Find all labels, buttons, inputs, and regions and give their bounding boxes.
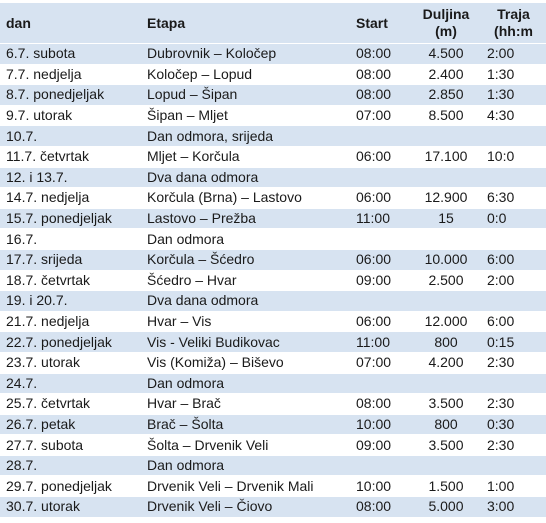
table-row <box>0 414 546 435</box>
cell-etapa: Vis (Komiža) – Biševo <box>141 352 350 373</box>
cell-etapa: Dva dana odmora <box>141 167 350 188</box>
cell-etapa: Korčula (Brna) – Lastovo <box>141 188 350 209</box>
cell-duljina: 2.500 <box>411 270 481 291</box>
cell-etapa: Hvar – Vis <box>141 311 350 332</box>
header-duljina <box>411 3 481 44</box>
table-header <box>0 3 546 44</box>
cell-duljina <box>411 455 481 476</box>
cell-etapa: Mljet – Korčula <box>141 146 350 167</box>
cell-etapa: Šipan – Mljet <box>141 105 350 126</box>
table-row <box>0 105 546 126</box>
cell-trajanje <box>481 373 546 394</box>
cell-duljina <box>411 291 481 312</box>
cell-trajanje: 1:30 <box>481 64 546 85</box>
cell-dan: 14.7. nedjelja <box>0 188 141 209</box>
cell-trajanje: 2:30 <box>481 435 546 456</box>
cell-start: 06:00 <box>350 146 411 167</box>
cell-duljina <box>411 373 481 394</box>
cell-trajanje <box>481 291 546 312</box>
table-row <box>0 167 546 188</box>
cell-start <box>350 373 411 394</box>
cell-etapa: Dva dana odmora <box>141 291 350 312</box>
cell-duljina: 800 <box>411 332 481 353</box>
cell-trajanje: 0:30 <box>481 414 546 435</box>
cell-duljina: 3.500 <box>411 394 481 415</box>
cell-start: 06:00 <box>350 311 411 332</box>
cell-duljina: 4.200 <box>411 352 481 373</box>
cell-dan: 10.7. <box>0 126 141 147</box>
table-row <box>0 476 546 497</box>
swim-schedule-table <box>0 3 546 517</box>
cell-start <box>350 167 411 188</box>
cell-start: 07:00 <box>350 105 411 126</box>
cell-dan: 9.7. utorak <box>0 105 141 126</box>
cell-dan: 28.7. <box>0 455 141 476</box>
header-trajanje-line1: Traja <box>497 6 530 22</box>
cell-trajanje: 4:30 <box>481 105 546 126</box>
cell-duljina: 800 <box>411 414 481 435</box>
header-etapa: Etapa <box>141 3 350 44</box>
table-row <box>0 188 546 209</box>
cell-dan: 30.7. utorak <box>0 497 141 517</box>
cell-etapa: Dubrovnik – Koločep <box>141 44 350 65</box>
cell-trajanje <box>481 126 546 147</box>
cell-trajanje: 1:00 <box>481 476 546 497</box>
cell-trajanje: 10:0 <box>481 146 546 167</box>
cell-trajanje: 6:00 <box>481 249 546 270</box>
cell-start: 09:00 <box>350 270 411 291</box>
cell-start: 09:00 <box>350 435 411 456</box>
header-trajanje-line2: (hh:m <box>494 23 533 39</box>
cell-start: 11:00 <box>350 208 411 229</box>
cell-start: 08:00 <box>350 64 411 85</box>
cell-trajanje: 2:00 <box>481 270 546 291</box>
cell-start <box>350 455 411 476</box>
table-row <box>0 455 546 476</box>
cell-trajanje: 2:30 <box>481 352 546 373</box>
cell-start <box>350 229 411 250</box>
cell-duljina: 12.000 <box>411 311 481 332</box>
cell-duljina <box>411 126 481 147</box>
cell-dan: 6.7. subota <box>0 44 141 65</box>
cell-start <box>350 126 411 147</box>
cell-duljina: 15 <box>411 208 481 229</box>
table-row <box>0 497 546 517</box>
cell-trajanje: 6:00 <box>481 311 546 332</box>
cell-etapa: Šćedro – Hvar <box>141 270 350 291</box>
cell-dan: 29.7. ponedjeljak <box>0 476 141 497</box>
cell-duljina: 8.500 <box>411 105 481 126</box>
cell-duljina: 2.400 <box>411 64 481 85</box>
cell-dan: 27.7. subota <box>0 435 141 456</box>
cell-dan: 7.7. nedjelja <box>0 64 141 85</box>
cell-dan: 21.7. nedjelja <box>0 311 141 332</box>
cell-duljina: 10.000 <box>411 249 481 270</box>
cell-etapa: Šolta – Drvenik Veli <box>141 435 350 456</box>
table-row <box>0 229 546 250</box>
cell-start: 06:00 <box>350 188 411 209</box>
cell-trajanje <box>481 455 546 476</box>
cell-trajanje: 1:30 <box>481 85 546 106</box>
table-body <box>0 44 546 517</box>
cell-etapa: Lopud – Šipan <box>141 85 350 106</box>
cell-trajanje: 0:0 <box>481 208 546 229</box>
cell-duljina: 12.900 <box>411 188 481 209</box>
cell-start <box>350 291 411 312</box>
table-row <box>0 64 546 85</box>
cell-dan: 8.7. ponedjeljak <box>0 85 141 106</box>
cell-etapa: Drvenik Veli – Čiovo <box>141 497 350 517</box>
cell-dan: 25.7. četvrtak <box>0 394 141 415</box>
table-row <box>0 208 546 229</box>
cell-duljina: 2.850 <box>411 85 481 106</box>
cell-etapa: Drvenik Veli – Drvenik Mali <box>141 476 350 497</box>
cell-duljina: 17.100 <box>411 146 481 167</box>
cell-duljina: 4.500 <box>411 44 481 65</box>
table-row <box>0 44 546 65</box>
table-row <box>0 126 546 147</box>
cell-etapa: Dan odmora <box>141 373 350 394</box>
header-trajanje <box>481 3 546 44</box>
cell-dan: 19. i 20.7. <box>0 291 141 312</box>
cell-start: 08:00 <box>350 85 411 106</box>
cell-trajanje <box>481 167 546 188</box>
cell-trajanje <box>481 229 546 250</box>
cell-trajanje: 2:00 <box>481 44 546 65</box>
cell-etapa: Brač – Šolta <box>141 414 350 435</box>
cell-start: 08:00 <box>350 394 411 415</box>
cell-duljina: 1.500 <box>411 476 481 497</box>
table-row <box>0 249 546 270</box>
cell-duljina: 3.500 <box>411 435 481 456</box>
cell-etapa: Vis - Veliki Budikovac <box>141 332 350 353</box>
table-row <box>0 373 546 394</box>
cell-start: 11:00 <box>350 332 411 353</box>
cell-start: 06:00 <box>350 249 411 270</box>
cell-start: 08:00 <box>350 497 411 517</box>
header-duljina-line2: (m) <box>435 23 457 39</box>
header-duljina-line1: Duljina <box>422 6 470 22</box>
header-start: Start <box>350 3 411 44</box>
cell-dan: 24.7. <box>0 373 141 394</box>
cell-duljina: 5.000 <box>411 497 481 517</box>
cell-trajanje: 6:30 <box>481 188 546 209</box>
cell-dan: 17.7. srijeda <box>0 249 141 270</box>
cell-trajanje: 3:00 <box>481 497 546 517</box>
cell-duljina <box>411 167 481 188</box>
table-row <box>0 85 546 106</box>
cell-trajanje: 0:15 <box>481 332 546 353</box>
table-row <box>0 146 546 167</box>
cell-etapa: Korčula – Šćedro <box>141 249 350 270</box>
cell-etapa: Lastovo – Prežba <box>141 208 350 229</box>
cell-start: 10:00 <box>350 476 411 497</box>
table-row <box>0 332 546 353</box>
table-row <box>0 291 546 312</box>
cell-start: 10:00 <box>350 414 411 435</box>
cell-trajanje: 2:30 <box>481 394 546 415</box>
cell-etapa: Dan odmora <box>141 229 350 250</box>
table-row <box>0 270 546 291</box>
table-row <box>0 435 546 456</box>
table-row <box>0 311 546 332</box>
cell-dan: 11.7. četvrtak <box>0 146 141 167</box>
header-dan: dan <box>0 3 141 44</box>
cell-start: 07:00 <box>350 352 411 373</box>
cell-start: 08:00 <box>350 44 411 65</box>
cell-etapa: Hvar – Brač <box>141 394 350 415</box>
cell-etapa: Koločep – Lopud <box>141 64 350 85</box>
cell-dan: 15.7. ponedjeljak <box>0 208 141 229</box>
cell-dan: 18.7. četvrtak <box>0 270 141 291</box>
cell-etapa: Dan odmora, srijeda <box>141 126 350 147</box>
header-row <box>0 3 546 44</box>
table-row <box>0 352 546 373</box>
cell-dan: 22.7. ponedjeljak <box>0 332 141 353</box>
cell-dan: 26.7. petak <box>0 414 141 435</box>
cell-duljina <box>411 229 481 250</box>
cell-dan: 16.7. <box>0 229 141 250</box>
cell-dan: 12. i 13.7. <box>0 167 141 188</box>
cell-dan: 23.7. utorak <box>0 352 141 373</box>
table-row <box>0 394 546 415</box>
cell-etapa: Dan odmora <box>141 455 350 476</box>
